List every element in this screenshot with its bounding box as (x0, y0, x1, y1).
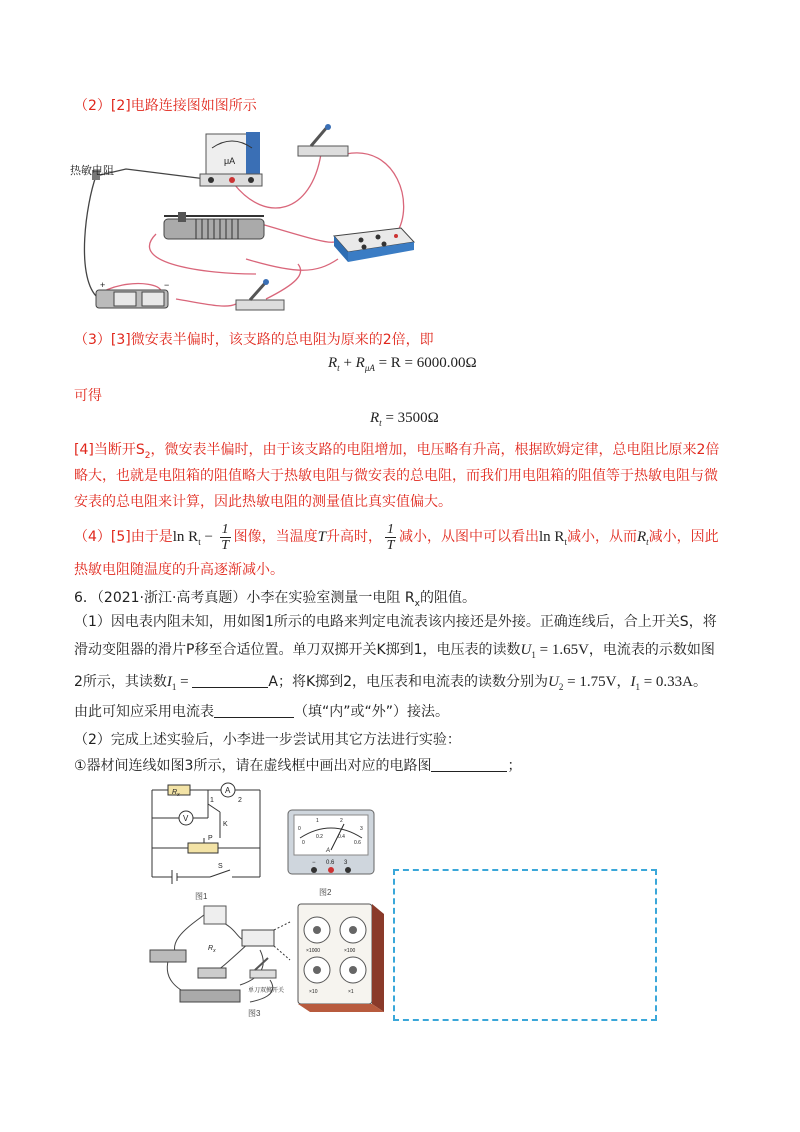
fig3-rx: $R_x$ (208, 945, 216, 954)
fig1-two: 2 (238, 797, 242, 804)
answer-blank-2[interactable] (214, 703, 294, 718)
fig1-K: K (223, 821, 228, 828)
question-6-p1b: 滑动变阻器的滑片P移至合适位置。单刀双掷开关K掷到1，电压表的读数$U_1 = 1.65V$，电流表的示数如图 (74, 642, 715, 660)
svg-text:1: 1 (316, 818, 319, 824)
svg-text:A: A (326, 848, 331, 854)
microammeter-unit: μA (224, 156, 236, 166)
section-4-line2: 热敏电阻随温度的升高逐渐减小。 (74, 562, 284, 578)
svg-text:0.6: 0.6 (354, 840, 361, 846)
svg-text:×100: ×100 (344, 948, 356, 954)
section-2-text: （2）[2]电路连接图如图所示 (74, 98, 257, 114)
section-3-line4b: 略大，也就是电阻箱的阻值略大于热敏电阻与微安表的总电阻，而我们用电阻箱的阻值等于热敏电阻与微 (74, 468, 718, 484)
svg-text:0.6: 0.6 (326, 860, 335, 866)
fig2-label: 图2 (319, 888, 332, 897)
question-6-p1d: 由此可知应采用电流表 （填“内”或“外”）接法。 (74, 704, 450, 720)
section-2-heading (74, 96, 257, 116)
svg-text:0.4: 0.4 (338, 834, 345, 840)
figure-2-ammeter (286, 808, 378, 900)
svg-text:3: 3 (344, 860, 348, 866)
circuit-answer-box[interactable] (393, 869, 657, 1021)
fraction-1-over-T-2: $\frac{1}{T}$ (386, 521, 395, 553)
top-switch-icon (298, 124, 348, 156)
svg-text:−: − (312, 860, 316, 866)
section-3-line4c: 安表的总电阻来计算，因此热敏电阻的测量值比真实值偏大。 (74, 494, 452, 510)
svg-text:+: + (100, 280, 106, 290)
circuit-connection-figure (66, 124, 426, 324)
answer-blank-1[interactable] (192, 673, 268, 688)
equation-1: $R_t + R_{\mu A} = R = 6000.00\Omega$ (328, 355, 477, 373)
svg-text:×10: ×10 (309, 989, 318, 995)
svg-text:0: 0 (302, 840, 305, 846)
fig1-rx: $R_x$ (172, 789, 180, 798)
svg-text:0: 0 (298, 826, 301, 832)
fig3-switch-label: 单刀双掷开关 (248, 988, 285, 994)
svg-text:×1000: ×1000 (306, 948, 321, 954)
bottom-switch-icon (236, 279, 284, 310)
question-6-p1a: （1）因电表内阻未知，用如图1所示的电路来判定电流表该内接还是外接。正确连线后，合上开关S，将 (74, 614, 717, 630)
rheostat-icon (164, 212, 264, 239)
question-6-intro: 6．（2021·浙江·高考真题）小李在实验室测量一电阻 $R_x$的阻值。 (74, 590, 476, 609)
svg-text:−: − (164, 280, 170, 290)
section-3-line1: （3）[3]微安表半偏时，该支路的总电阻为原来的2倍，即 (74, 332, 434, 348)
svg-text:0.2: 0.2 (316, 834, 323, 840)
fig1-A: A (225, 786, 231, 795)
resistance-box-closeup-icon (298, 904, 384, 1012)
fig3-label: 图3 (248, 1009, 261, 1018)
fraction-1-over-T: $\frac{1}{T}$ (221, 521, 230, 553)
section-3-line4a: [4]当断开$S_2$，微安表半偏时，由于该支路的电阻增加，电压略有升高，根据欧姆定律，总电阻比原来2倍 (74, 442, 720, 461)
answer-blank-3[interactable] (431, 757, 507, 772)
fig1-one: 1 (210, 797, 214, 804)
fig1-label: 图1 (195, 892, 208, 901)
microammeter-icon (200, 132, 262, 186)
svg-text:2: 2 (340, 818, 343, 824)
equation-2: $R_t = 3500\Omega$ (370, 410, 439, 428)
fig1-P: P (208, 835, 213, 842)
section-4-line1: （4）[5]由于是$\ln R_t$ − $\frac{1}{T}$ 图像，当温度T升高时， $\frac{1}{T}$ 减小，从图中可以看出$\ln R_t$减小，从而$R_t$减小，因此 (74, 521, 719, 553)
question-6-p1c: 2所示，其读数$I_1 = A$；将K掷到2，电压表和电流表的读数分别为$U_2 = 1.75V$，$I_1 = 0.33A$。 (74, 674, 707, 692)
question-6-p3: ①器材间连线如图3所示，请在虚线框中画出对应的电路图 ； (74, 758, 522, 774)
figure-1-circuit (140, 782, 270, 902)
fig1-V: V (183, 814, 189, 823)
kede-label: 可得 (74, 388, 102, 404)
question-6-p2: （2）完成上述实验后，小李进一步尝试用其它方法进行实验： (74, 732, 461, 748)
svg-text:3: 3 (360, 826, 363, 832)
resistance-box-icon (334, 228, 414, 262)
fig1-S: S (218, 863, 223, 870)
svg-text:×1: ×1 (348, 989, 354, 995)
thermistor-label: 热敏电阻 (70, 165, 114, 177)
figure-3-apparatus (140, 900, 390, 1020)
